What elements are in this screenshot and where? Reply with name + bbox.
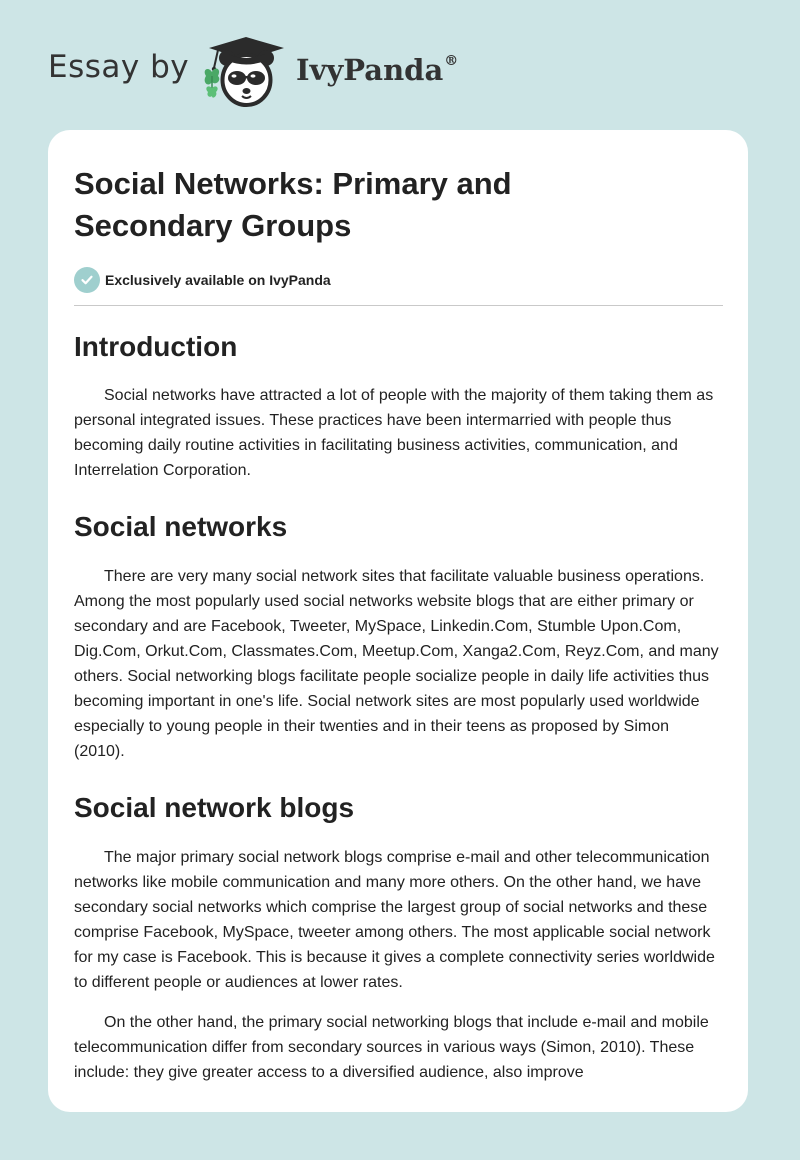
exclusive-badge xyxy=(74,267,724,293)
essay-card xyxy=(48,130,748,1112)
brand-prefix: Essay by xyxy=(48,49,190,85)
registered-mark: ® xyxy=(444,53,459,70)
site-header xyxy=(0,0,800,130)
paragraph: On the other hand, the primary social networking blogs that include e-mail and mobile telecommunication differ from secondary sources in various ways (Simon, 2010). These include: they give greater access to a diversified audience, also improve xyxy=(74,1014,709,1081)
page-title: Social Networks: Primary and Secondary Groups xyxy=(74,166,512,243)
section-heading-introduction: Introduction xyxy=(74,331,238,362)
paragraph: The major primary social network blogs comprise e-mail and other telecommunication networks like mobile communication and many more others. On the other hand, we have secondary social networks which comprise the largest group of social networks and these comprise Facebook, MySpace, tweeter among others. The most applicable social network for my case is Facebook. This is because it gives a complete connectivity series worldwide to different people or audiences at lower rates. xyxy=(74,849,715,991)
title-divider xyxy=(74,305,723,306)
section-heading-social-networks: Social networks xyxy=(74,511,288,542)
section-heading-social-network-blogs: Social network blogs xyxy=(74,792,355,823)
brand-name-text: IvyPanda xyxy=(296,53,444,87)
check-icon xyxy=(74,267,100,293)
paragraph: Social networks have attracted a lot of people with the majority of them taking them as personal integrated issues. These practices have been intermarried with people thus becoming daily routine activities in facilitating business activities, communication, and Interrelation Corporation. xyxy=(74,387,714,479)
brand-name[interactable] xyxy=(296,53,457,87)
paragraph: There are very many social network sites that facilitate valuable business operations. Among the most popularly used social networks website blogs that are either primary or secondary and are Facebook, Tweeter, MySpace, Linkedin.Com, Stumble Upon.Com, Dig.Com, Orkut.Com, Classmates.Com, Meetup.Com, Xanga2.Com, Reyz.Com, and many others. Social networking blogs facilitate people socialize people in daily life activities thus becoming important in one's life. Social network sites are most popularly used worldwide especially to young people in their twenties and in their teens as proposed by Simon (2010). xyxy=(74,568,719,760)
essay-content xyxy=(74,130,724,1085)
panda-logo-icon[interactable] xyxy=(200,36,292,110)
exclusive-label: Exclusively available on IvyPanda xyxy=(105,272,331,288)
